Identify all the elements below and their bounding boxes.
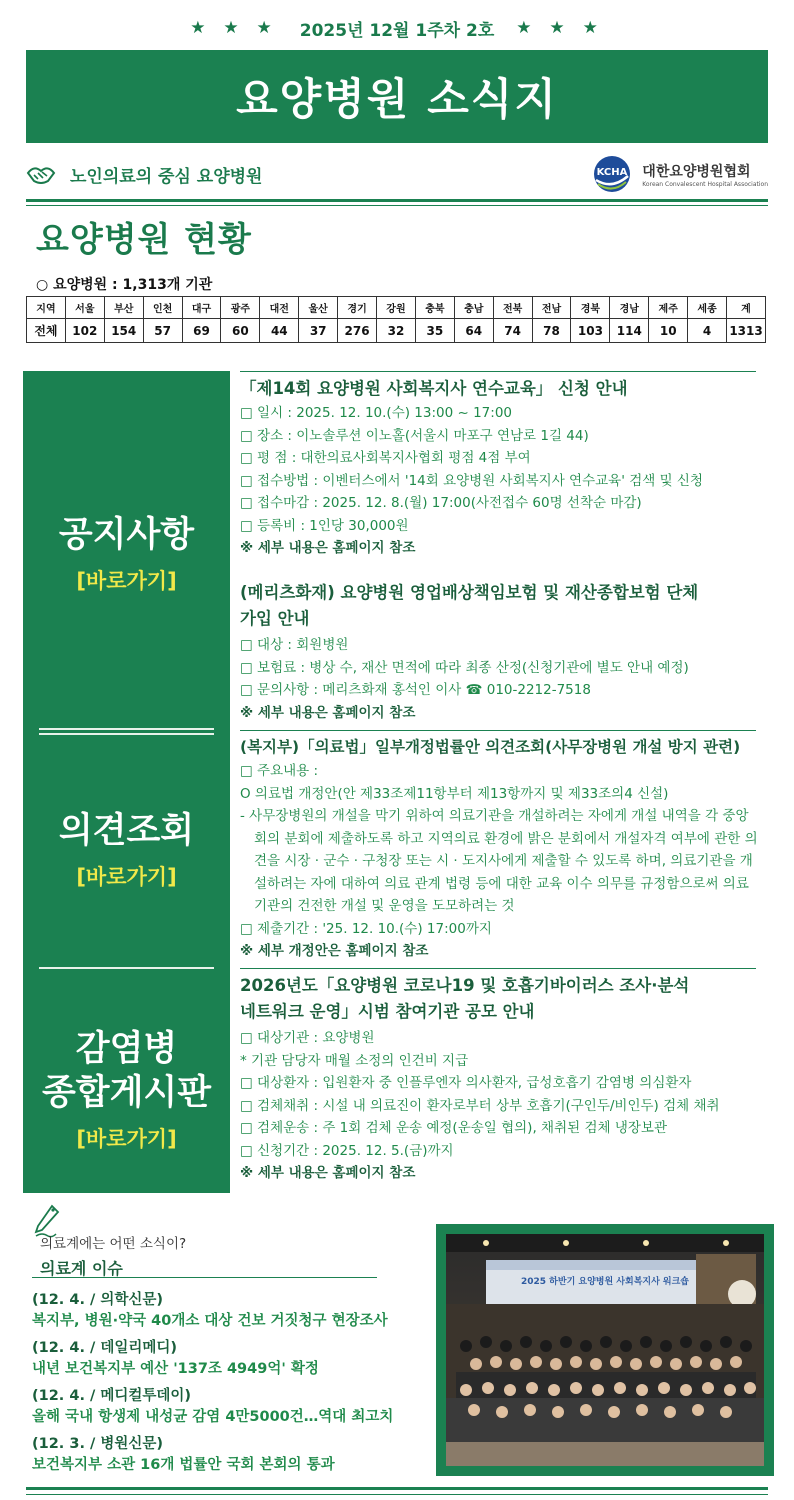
news-heading: 의료계 이슈: [40, 1259, 123, 1278]
divider: [240, 730, 756, 731]
divider: [39, 967, 214, 969]
association-name-en: Korean Convalescent Hospital Association: [642, 180, 768, 188]
news-headline[interactable]: 올해 국내 항생제 내성균 감염 4만5000건…역대 최고치: [32, 1409, 394, 1425]
association-name: 대한요양병원협회: [642, 163, 751, 180]
opinion-link[interactable]: [바로가기]: [76, 865, 177, 889]
article-line: □ 접수방법 : 이벤터스에서 '14회 요양병원 사회복지사 연수교육' 검색 및 신청: [240, 472, 704, 489]
news-question: 의료계에는 어떤 소식이?: [40, 1236, 187, 1252]
table-cell: 전체: [27, 319, 66, 343]
event-photo-frame: [436, 1224, 774, 1476]
news-source: (12. 4. / 데일리메디): [32, 1340, 178, 1356]
table-cell: 충북: [415, 297, 454, 319]
total-count: ○ 요양병원 : 1,313개 기관: [36, 277, 213, 293]
opinion-section-label: [23, 809, 230, 891]
table-cell: 전남: [532, 297, 571, 319]
article-title[interactable]: 가입 안내: [240, 609, 310, 628]
article-line: □ 대상 : 회원병원: [240, 637, 349, 653]
article-line: □ 검체채취 : 시설 내 의료진이 환자로부터 상부 호흡기(구인두/비인두) 검체 채취: [240, 1097, 720, 1114]
table-row: [27, 319, 766, 343]
newsletter-title: 요양병원 소식지: [236, 75, 558, 125]
news-item[interactable]: [32, 1386, 422, 1428]
news-headline[interactable]: 내년 보건복지부 예산 '137조 4949억' 확정: [32, 1361, 319, 1377]
handshake-icon: [26, 163, 56, 185]
table-cell: 276: [338, 319, 377, 343]
status-title: 요양병원 현황: [36, 220, 252, 260]
table-cell: 10: [649, 319, 688, 343]
article-note: ※ 세부 내용은 홈페이지 참조: [240, 704, 416, 721]
table-cell: 37: [299, 319, 338, 343]
stars-right: ★ ★ ★: [516, 18, 604, 38]
infection-article: [240, 973, 760, 1185]
table-cell: 세종: [688, 297, 727, 319]
news-headline[interactable]: 보건복지부 소관 16개 법률안 국회 본회의 통과: [32, 1457, 335, 1473]
table-cell: 전북: [493, 297, 532, 319]
opinion-heading: 의견조회: [58, 811, 195, 851]
table-cell: 지역: [27, 297, 66, 319]
article-title[interactable]: 네트워크 운영」시범 참여기관 공모 안내: [240, 1002, 535, 1021]
table-cell: 102: [65, 319, 104, 343]
svg-text:KCHA: KCHA: [596, 167, 628, 178]
article-line: □ 제출기간 : '25. 12. 10.(수) 17:00까지: [240, 920, 492, 937]
association-brand[interactable]: [590, 152, 768, 196]
article-line: □ 신청기간 : 2025. 12. 5.(금)까지: [240, 1142, 454, 1159]
divider: [26, 1487, 768, 1490]
article-line: □ 등록비 : 1인당 30,000원: [240, 517, 409, 534]
kcha-logo-icon: [590, 154, 634, 194]
notice-link[interactable]: [바로가기]: [76, 569, 177, 593]
article-line: □ 문의사항 : 메리츠화재 홍석인 이사 ☎ 010-2212-7518: [240, 682, 591, 698]
divider: [26, 199, 768, 202]
article-line: □ 검체운송 : 주 1회 검체 운송 예정(운송일 협의), 채취된 검체 냉장보관: [240, 1120, 667, 1136]
table-cell: 경북: [571, 297, 610, 319]
infection-heading-line2: 종합게시판: [41, 1073, 212, 1113]
article-line: □ 대상기관 : 요양병원: [240, 1030, 375, 1046]
infection-link[interactable]: [바로가기]: [76, 1127, 177, 1151]
table-cell: 32: [377, 319, 416, 343]
divider: [240, 371, 756, 372]
group-photo: [446, 1234, 764, 1466]
opinion-article: [240, 734, 760, 963]
table-cell: 계: [727, 297, 766, 319]
table-cell: 74: [493, 319, 532, 343]
table-cell: 충남: [454, 297, 493, 319]
newsletter-title-band: [26, 50, 768, 143]
article-line: □ 평 점 : 대한의료사회복지사협회 평점 4점 부여: [240, 450, 531, 466]
news-source: (12. 4. / 메디컬투데이): [32, 1388, 192, 1404]
news-source: (12. 4. / 의학신문): [32, 1292, 164, 1308]
article-line: □ 보험료 : 병상 수, 재산 면적에 따라 최종 산정(신청기관에 별도 안내 예정): [240, 659, 689, 676]
news-item[interactable]: [32, 1434, 422, 1476]
divider: [240, 968, 756, 969]
divider: [26, 1494, 768, 1495]
table-cell: 78: [532, 319, 571, 343]
divider: [39, 733, 214, 735]
news-item[interactable]: [32, 1338, 422, 1380]
table-cell: 44: [260, 319, 299, 343]
slogan: 노인의료의 중심 요양병원: [70, 166, 263, 187]
table-cell: 60: [221, 319, 260, 343]
table-cell: 64: [454, 319, 493, 343]
table-cell: 103: [571, 319, 610, 343]
table-cell: 114: [610, 319, 649, 343]
article-line: □ 주요내용 :: [240, 763, 319, 779]
table-cell: 인천: [143, 297, 182, 319]
news-headline[interactable]: 복지부, 병원·약국 40개소 대상 건보 거짓청구 현장조사: [32, 1313, 388, 1329]
issue-line: [0, 14, 794, 42]
section-sidebar: [23, 371, 230, 1193]
article-line: * 기관 담당자 매월 소정의 인건비 지급: [240, 1052, 469, 1069]
table-cell: 대구: [182, 297, 221, 319]
news-item[interactable]: [32, 1290, 422, 1332]
article-note: ※ 세부 개정안은 홈페이지 참조: [240, 943, 429, 959]
table-row: [27, 297, 766, 319]
notice-article-1: [240, 376, 760, 560]
article-line: □ 장소 : 이노솔루션 이노홀(서울시 마포구 연남로 1길 44): [240, 427, 589, 444]
divider: [26, 205, 768, 206]
table-cell: 경남: [610, 297, 649, 319]
stars-left: ★ ★ ★: [190, 18, 278, 38]
news-source: (12. 3. / 병원신문): [32, 1436, 164, 1452]
article-line: □ 대상환자 : 입원환자 중 인플루엔자 의사환자, 급성호흡기 감염병 의심환자: [240, 1075, 692, 1091]
article-line: □ 일시 : 2025. 12. 10.(수) 13:00 ~ 17:00: [240, 405, 512, 421]
infection-section-label: [23, 1027, 230, 1153]
issue-number: 2025년 12월 1주차 2호: [299, 20, 495, 41]
table-cell: 광주: [221, 297, 260, 319]
notice-section-label: [23, 513, 230, 595]
table-cell: 57: [143, 319, 182, 343]
article-note: ※ 세부 내용은 홈페이지 참조: [240, 1165, 416, 1181]
table-cell: 1313: [727, 319, 766, 343]
table-cell: 서울: [65, 297, 104, 319]
article-line: O 의료법 개정안(안 제33조제11항부터 제13항까지 및 제33조의4 신설): [240, 785, 669, 802]
table-cell: 부산: [104, 297, 143, 319]
article-title[interactable]: 「제14회 요양병원 사회복지사 연수교육」 신청 안내: [240, 379, 628, 398]
article-title[interactable]: 2026년도「요양병원 코로나19 및 호흡기바이러스 조사·분석: [240, 976, 690, 995]
notice-article-2: [240, 580, 760, 724]
table-cell: 경기: [338, 297, 377, 319]
article-title[interactable]: (복지부)「의료법」일부개정법률안 의견조회(사무장병원 개설 방지 관련): [240, 738, 741, 756]
table-cell: 대전: [260, 297, 299, 319]
infection-heading-line1: 감염병: [75, 1029, 178, 1069]
table-cell: 강원: [377, 297, 416, 319]
article-body: - 사무장병원의 개설을 막기 위하여 의료기관을 개설하려는 자에게 개설 내역을 각 중앙회의 분회에 제출하도록 하고 지역의료 환경에 밝은 분회에서 개설자격 여부에 관한 의견을 시장 · 군수 · 구청장 또는 시 · 도지사에게 제출할 수 있도록 하며, 의료기관을 개설하려는 자에 대하여 의료 관계 법령 등에 대한 교육 이수 의무를 규정함으로써 의료기관의 건전한 개설 및 운영을 도모하려는 것: [240, 808, 758, 914]
notice-heading: 공지사항: [58, 515, 195, 555]
table-cell: 69: [182, 319, 221, 343]
table-cell: 제주: [649, 297, 688, 319]
table-cell: 4: [688, 319, 727, 343]
article-note: ※ 세부 내용은 홈페이지 참조: [240, 540, 416, 556]
table-cell: 154: [104, 319, 143, 343]
table-cell: 울산: [299, 297, 338, 319]
article-title[interactable]: (메리츠화재) 요양병원 영업배상책임보험 및 재산종합보험 단체: [240, 583, 699, 602]
region-count-table: [26, 296, 766, 343]
banner-text: 2025 하반기 요양병원 사회복지사 워크숍: [521, 1277, 689, 1287]
subheader: [26, 152, 768, 196]
table-cell: 35: [415, 319, 454, 343]
divider: [32, 1277, 377, 1278]
divider: [39, 728, 214, 730]
article-line: □ 접수마감 : 2025. 12. 8.(월) 17:00(사전접수 60명 선착순 마감): [240, 495, 642, 511]
